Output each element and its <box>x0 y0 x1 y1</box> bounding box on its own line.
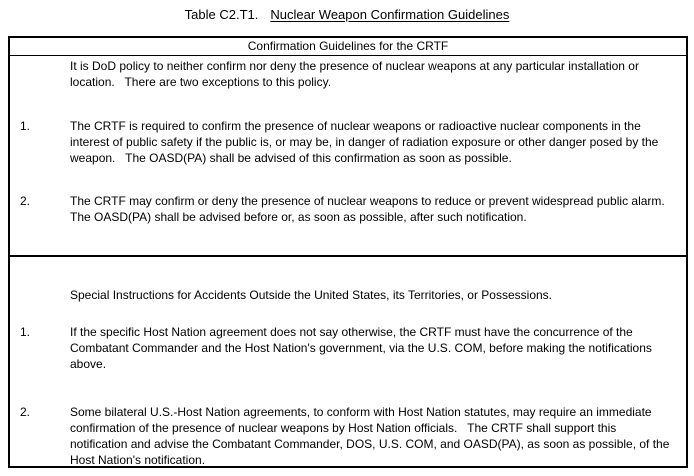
section2-item1-row <box>10 324 686 372</box>
section2-item1-number: 1. <box>20 325 31 339</box>
guidelines-table <box>8 36 688 468</box>
section1-item2-row <box>10 193 686 225</box>
section1-item2-number: 2. <box>20 194 31 208</box>
table-caption <box>0 7 694 23</box>
section1-item2-text: The CRTF may confirm or deny the presence of nuclear weapons to reduce or prevent widespread public alarm. The OASD(PA) shall be advised before or, as soon as possible, after such notification. <box>70 194 675 224</box>
section2-item1-text: If the specific Host Nation agreement does not say otherwise, the CRTF must have the concurrence of the Combatant Commander and the Host Nation's government, via the U.S. COM, before making the notifications above. <box>70 325 656 371</box>
section2-item2-number: 2. <box>20 405 31 419</box>
section1-intro-row <box>10 58 686 90</box>
section1-item1-number: 1. <box>20 119 31 133</box>
section-crtf-guidelines <box>10 58 686 257</box>
section-special-instructions <box>10 287 686 476</box>
section2-intro-text: Special Instructions for Accidents Outside the United States, its Territories, or Possessions. <box>70 288 552 302</box>
section1-intro-text: It is DoD policy to neither confirm nor deny the presence of nuclear weapons at any particular installation or location. There are two exceptions to this policy. <box>70 59 643 89</box>
section1-item1-text: The CRTF is required to confirm the presence of nuclear weapons or radioactive nuclear components in the interest of public safety if the public is, or may be, in danger of radiation exposure or other danger posed by the weapon. The OASD(PA) shall be advised of this confirmation as soon as possible. <box>70 119 662 165</box>
section2-intro-row <box>10 287 686 303</box>
section1-item1-row <box>10 118 686 166</box>
section2-item2-row <box>10 404 686 468</box>
table-caption-title: Nuclear Weapon Confirmation Guidelines <box>270 7 510 22</box>
section2-item2-text: Some bilateral U.S.-Host Nation agreements, to conform with Host Nation statutes, may require an immediate confirmation of the presence of nuclear weapons by Host Nation officials. The CRTF shall support this notification and advise the Combatant Commander, DOS, U.S. COM, and OASD(PA), as soon as possible, of the Host Nation's notification. <box>70 405 673 467</box>
table-caption-number: Table C2.T1. <box>184 7 259 22</box>
table-header-row: Confirmation Guidelines for the CRTF <box>10 38 686 56</box>
